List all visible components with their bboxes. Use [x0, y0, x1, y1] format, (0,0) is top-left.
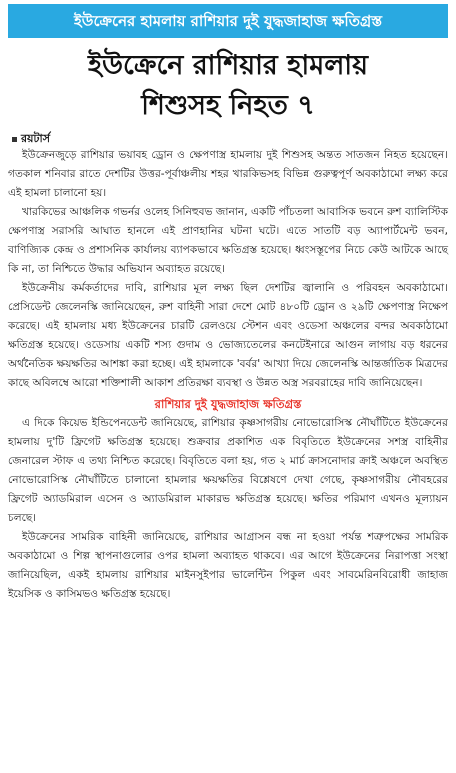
headline — [8, 46, 448, 126]
paragraph-text: ইউক্রেনের সামরিক বাহিনী জানিয়েছে, রাশিয়ার আগ্রাসন বন্ধ না হওয়া পর্যন্ত শত্রুপক্ষের সামরিক অবকাঠামো ও শিল্প স্থাপনাগুলোর ওপর হামলা অব্যাহত থাকবে। এর আগে ইউক্রেনের নিরাপত্তা সংস্থা জানিয়েছিল, একই হামলায় রাশিয়ার মাইনসুইপার ভালেন্টিন পিকুল এবং সাবমেরিনবিরোধী জাহাজ ইয়েসিক ও কাসিমভও ক্ষতিগ্রস্ত হয়েছে। — [8, 531, 448, 600]
paragraph-text: এ দিকে কিয়েভ ইন্ডিপেনডেন্ট জানিয়েছে, রাশিয়ার কৃষ্ণসাগরীয় নোভোরোসিস্ক নৌঘাঁটিতে ইউক্রেনের হামলায় দু'টি ফ্রিগেট ক্ষতিগ্রস্ত হয়েছে। শুক্রবার প্রকাশিত এক বিবৃতিতে ইউক্রেনের সশস্ত্র বাহিনীর জেনারেল স্টাফ এ তথ্য নিশ্চিত করেছে। বিবৃতিতে বলা হয়, গত ২ মার্চ ক্রাসনোদার ক্রাই অঞ্চলে অবস্থিত নোভোরোসিস্ক নৌঘাঁটিতে চালানো হামলার ক্ষয়ক্ষতির বিশ্লেষণে দেখা গেছে, কৃষ্ণসাগরীয় নৌবহরের ফ্রিগেট অ্যাডমিরাল এসেন ও অ্যাডমিরাল মাকারভ ক্ষতিগ্রস্ত হয়েছে। ক্ষতির পরিমাণ এখনও মূল্যায়ন চলছে। — [8, 417, 448, 524]
byline-text: রয়টার্স — [21, 132, 50, 145]
article-paragraph-5 — [8, 528, 448, 604]
paragraph-text: ইউক্রেনীয় কর্মকর্তাদের দাবি, রাশিয়ার মূল লক্ষ্য ছিল দেশটির জ্বালানি ও পরিবহন অবকাঠামো। প্রেসিডেন্ট জেলেনস্কি জানিয়েছেন, রুশ বাহিনী সারা দেশে মোট ৪৮০টি ড্রোন ও ২৯টি ক্ষেপণাস্ত্র নিক্ষেপ করেছে। এই হামলায় মধ্য ইউক্রেনের চারটি রেলওয়ে স্টেশন এবং ওডেসা অঞ্চলের বন্দর অবকাঠামো ক্ষতিগ্রস্ত হয়েছে। ওডেসায় একটি শস্য গুদাম ও ভোজ্যতেলের কনটেইনারে আগুন লাগায় বড় ধরনের অর্থনৈতিক ক্ষয়ক্ষতির আশঙ্কা করা হচ্ছে। এই হামলাকে 'বর্বর' আখ্যা দিয়ে জেলেনস্কি আন্তর্জাতিক মিত্রদের কাছে অবিলম্বে আরো শক্তিশালী আকাশ প্রতিরক্ষা ব্যবস্থা ও উন্নত অস্ত্র সরবরাহের দাবি জানিয়েছেন। — [8, 282, 448, 389]
article-paragraph-1 — [8, 146, 448, 203]
article-paragraph-3 — [8, 279, 448, 393]
headline-line-1: ইউক্রেনে রাশিয়ার হামলায় — [87, 50, 369, 81]
paragraph-text: খারকিভের আঞ্চলিক গভর্নর ওলেহ সিনিহুবভ জানান, একটি পাঁচতলা আবাসিক ভবনে রুশ ব্যালিস্টিক ক্ষেপণাস্ত্র সরাসরি আঘাত হানলে এই প্রাণহানির ঘটনা ঘটে। এতে সাতটি বড় অ্যাপার্টমেন্ট ভবন, বাণিজ্যিক কেন্দ্র ও প্রশাসনিক কার্যালয় ব্যাপকভাবে ক্ষতিগ্রস্ত হয়েছে। ধ্বংসস্তূপের নিচে কেউ আটকে আছে কি না, তা নিশ্চিতে উদ্ধার অভিযান অব্যাহত রয়েছে। — [8, 206, 448, 275]
bullet-icon — [12, 137, 17, 142]
article-paragraph-4 — [8, 414, 448, 528]
paragraph-text: ইউক্রেনজুড়ে রাশিয়ার ভয়াবহ ড্রোন ও ক্ষেপণাস্ত্র হামলায় দুই শিশুসহ অন্তত সাতজন নিহত হয়েছেন। গতকাল শনিবার রাতে দেশটির উত্তর-পূর্বাঞ্চলীয় শহর খারকিভসহ বিভিন্ন গুরুত্বপূর্ণ অবকাঠামো লক্ষ্য করে এই হামলা চালানো হয়। — [8, 149, 448, 199]
article-paragraph-2 — [8, 203, 448, 279]
top-banner: ইউক্রেনের হামলায় রাশিয়ার দুই যুদ্ধজাহাজ ক্ষতিগ্রস্ত — [8, 4, 448, 38]
byline — [12, 132, 448, 146]
headline-line-2: শিশুসহ নিহত ৭ — [141, 90, 315, 121]
subheading: রাশিয়ার দুই যুদ্ধজাহাজ ক্ষতিগ্রস্ত — [154, 397, 302, 411]
